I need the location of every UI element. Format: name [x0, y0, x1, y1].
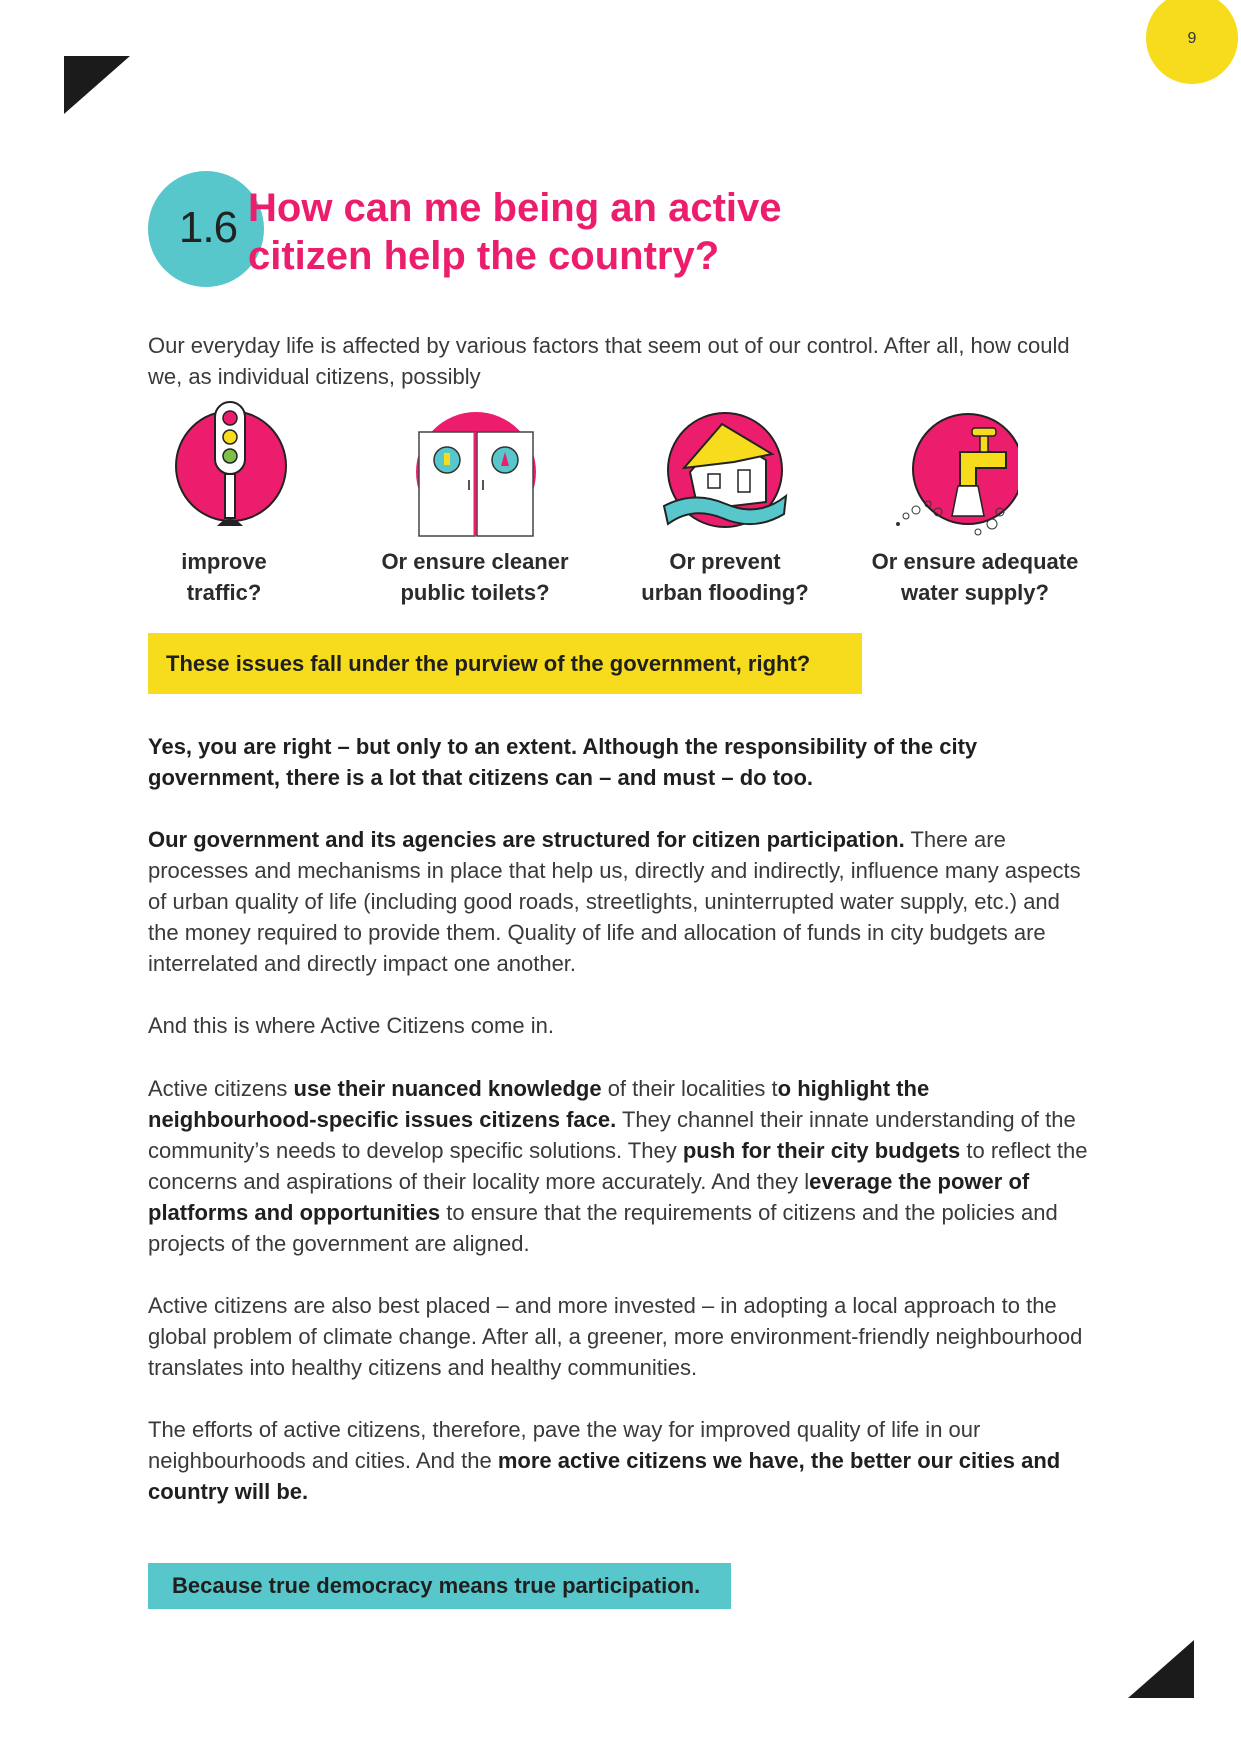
icon-label-flooding: Or prevent urban flooding?: [641, 549, 809, 605]
public-toilet-icon: [411, 410, 541, 540]
climate-paragraph: Active citizens are also best placed – and more invested – in adopting a local approach to the global problem of climate change. After all, a greener, more environment-friendly neighbourhood translates into healthy citizens and healthy communities.: [148, 1293, 1083, 1380]
icon-label-traffic: improve traffic?: [181, 549, 267, 605]
intro-paragraph: Our everyday life is affected by various factors that seem out of our control. After all, how could we, as individual citizens, possibly: [148, 333, 1070, 389]
question-callout: These issues fall under the purview of the government, right?: [148, 633, 862, 694]
where-paragraph: And this is where Active Citizens come in.: [148, 1013, 554, 1038]
icon-label-water: Or ensure adequate water supply?: [871, 549, 1079, 605]
page-number: 9: [1187, 30, 1197, 47]
section-title: [248, 184, 928, 280]
traffic-light-icon: [161, 400, 291, 530]
active-citizens-paragraph: Active citizens use their nuanced knowledge of their localities to highlight the neighbourhood-specific issues citizens face. They channel their innate understanding of the community’s needs to develop specific solutions. They push for their city budgets to reflect the concerns and aspirations of their locality more accurately. And they leverage the power of platforms and opportunities to ensure that the requirements of citizens and the policies and projects of the government are aligned.: [148, 1076, 1088, 1256]
corner-triangle-bottom-right: [1128, 1640, 1194, 1698]
water-tap-icon: [888, 412, 1018, 542]
icon-label-toilets: Or ensure cleaner public toilets?: [381, 549, 569, 605]
section-title-line2: citizen help the country?: [248, 234, 720, 278]
flooded-house-icon: [662, 410, 792, 540]
democracy-callout: Because true democracy means true participation.: [148, 1563, 731, 1609]
section-number: 1.6: [178, 203, 238, 252]
efforts-paragraph: The efforts of active citizens, therefore, pave the way for improved quality of life in our neighbourhoods and cities. And the more active citizens we have, the better our cities and country will be.: [148, 1417, 1061, 1504]
corner-triangle-top-left: [64, 56, 130, 114]
structure-paragraph: Our government and its agencies are structured for citizen participation. There are processes and mechanisms in place that help us, directly and indirectly, influence many aspects of urban quality of life (including good roads, streetlights, uninterrupted water supply, etc.) and the money required to provide them. Quality of life and allocation of funds in city budgets are interrelated and directly impact one another.: [148, 827, 1081, 976]
section-title-line1: How can me being an active: [248, 186, 782, 230]
answer-paragraph: Yes, you are right – but only to an extent. Although the responsibility of the city government, there is a lot that citizens can – and must – do too.: [148, 734, 978, 790]
